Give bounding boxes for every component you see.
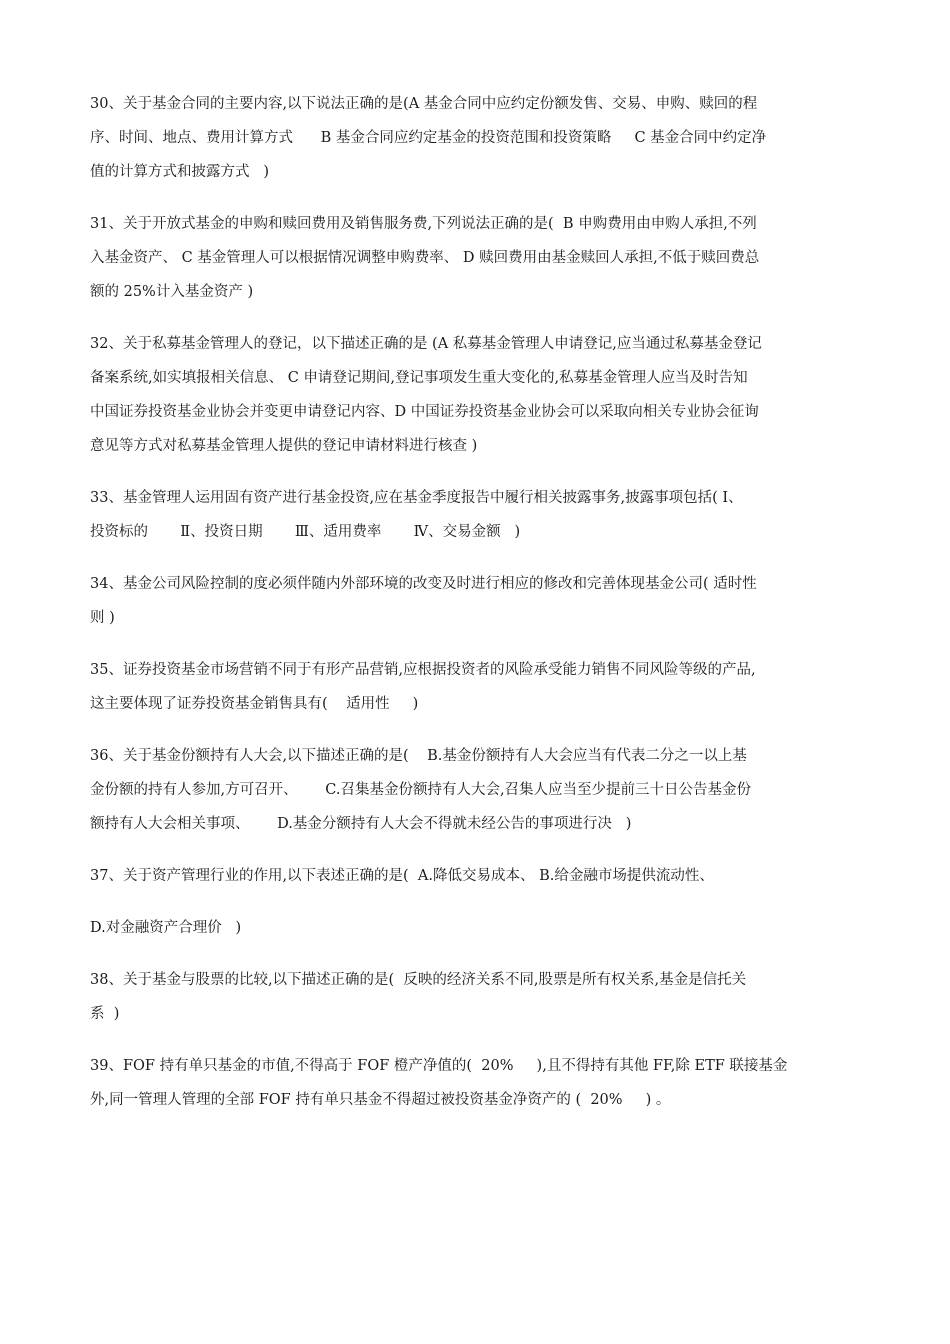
question-line: 系 ) (90, 1006, 120, 1022)
question-line: 30、关于基金合同的主要内容,以下说法正确的是(A 基金合同中应约定份额发售、交易、申购、赎回的程 (90, 96, 758, 112)
question-39 (90, 1049, 862, 1117)
question-33 (90, 481, 862, 549)
question-line: 值的计算方式和披露方式 ) (90, 164, 269, 180)
question-line: 投资标的 Ⅱ、投资日期 Ⅲ、适用费率 Ⅳ、交易金额 ) (90, 524, 521, 540)
question-line: 39、FOF 持有单只基金的市值,不得高于 FOF 橙产净值的( 20% ),且不得持有其他 FF,除 ETF 联接基金 (90, 1058, 788, 1074)
question-32 (90, 327, 862, 463)
question-35 (90, 653, 862, 721)
question-line: 中国证券投资基金业协会并变更申请登记内容、D 中国证券投资基金业协会可以采取向相关专业协会征询 (90, 404, 759, 420)
question-34 (90, 567, 862, 635)
question-30 (90, 87, 862, 189)
question-line: 34、基金公司风险控制的度必须伴随内外部环境的改变及时进行相应的修改和完善体现基金公司( 适时性 (90, 576, 757, 592)
question-line: D.对金融资产合理价 ) (90, 920, 242, 936)
question-line: 入基金资产、 C 基金管理人可以根据情况调整申购费率、 D 赎回费用由基金赎回人承担,不低于赎回费总 (90, 250, 760, 266)
question-line: 金份额的持有人参加,方可召开、 C.召集基金份额持有人大会,召集人应当至少提前三十日公告基金份 (90, 782, 752, 798)
question-line: 这主要体现了证券投资基金销售具有( 适用性 ) (90, 696, 419, 712)
question-36 (90, 739, 862, 841)
question-line: 38、关于基金与股票的比较,以下描述正确的是( 反映的经济关系不同,股票是所有权关系,基金是信托关 (90, 972, 747, 988)
question-line: 36、关于基金份额持有人大会,以下描述正确的是( B.基金份额持有人大会应当有代表二分之一以上基 (90, 748, 747, 764)
question-line: 32、关于私募基金管理人的登记，以下描述正确的是 (A 私募基金管理人申请登记,应当通过私募基金登记 (90, 336, 762, 352)
question-line: 意见等方式对私募基金管理人提供的登记申请材料进行核查 ) (90, 438, 478, 454)
question-line: 33、基金管理人运用固有资产进行基金投资,应在基金季度报告中履行相关披露事务,披露事项包括( Ⅰ、 (90, 490, 743, 506)
question-38 (90, 963, 862, 1031)
question-37 (90, 859, 862, 945)
question-31 (90, 207, 862, 309)
question-line: 额的 25%计入基金资产 ) (90, 284, 254, 300)
question-line: 序、时间、地点、费用计算方式 B 基金合同应约定基金的投资范围和投资策略 C 基金合同中约定净 (90, 130, 767, 146)
question-line: 35、证券投资基金市场营销不同于有形产品营销,应根据投资者的风险承受能力销售不同风险等级的产品, (90, 662, 756, 678)
question-line: 37、关于资产管理行业的作用,以下表述正确的是( A.降低交易成本、 B.给金融市场提供流动性、 (90, 868, 714, 884)
question-line: 外,同一管理人管理的全部 FOF 持有单只基金不得超过被投资基金净资产的 ( 20% ) 。 (90, 1092, 671, 1108)
question-line: 则 ) (90, 610, 115, 626)
question-line: 备案系统,如实填报相关信息、 C 申请登记期间,登记事项发生重大变化的,私募基金管理人应当及时告知 (90, 370, 748, 386)
question-line: 额持有人大会相关事项、 D.基金分额持有人大会不得就未经公告的事项进行决 ) (90, 816, 632, 832)
question-line: 31、关于开放式基金的申购和赎回费用及销售服务费,下列说法正确的是( B 申购费用由申购人承担,不列 (90, 216, 757, 232)
document-page (90, 87, 862, 1117)
